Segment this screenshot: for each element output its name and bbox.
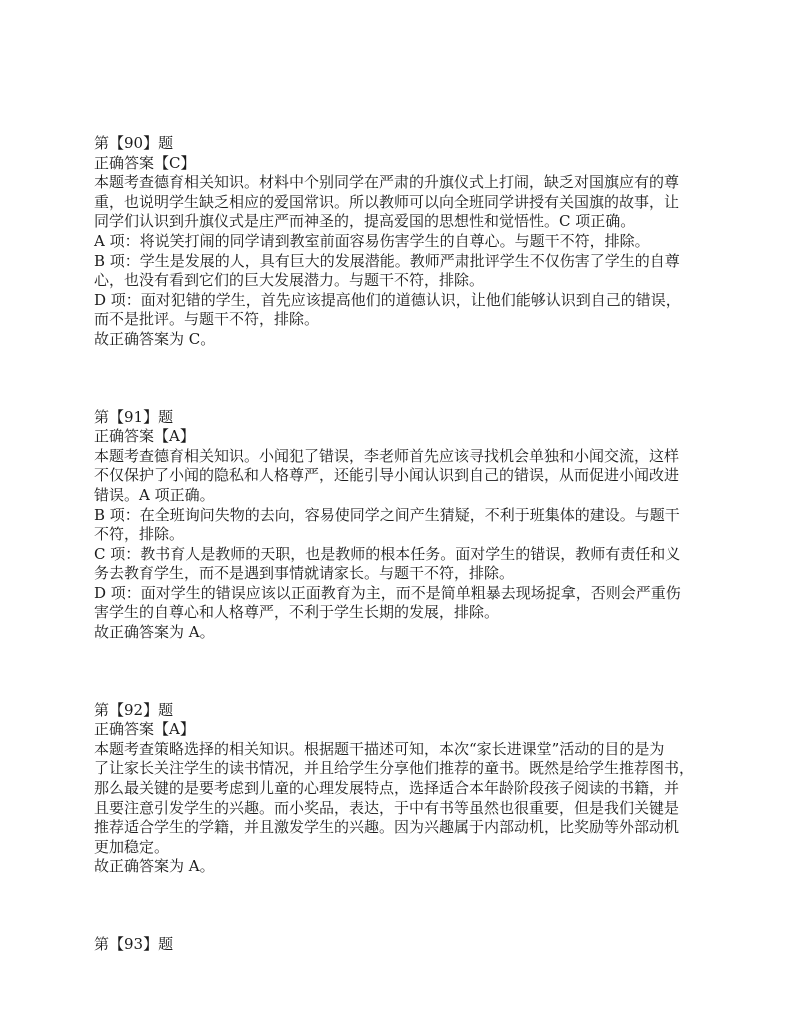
question-title: 第【92】题 xyxy=(94,700,174,719)
document-page xyxy=(94,134,714,955)
option-d-line: 害学生的自尊心和人格尊严，不利于学生长期的发展，排除。 xyxy=(94,603,500,622)
explanation-line: 本题考查德育相关知识。小闻犯了错误，李老师首先应该寻找机会单独和小闻交流，这样 xyxy=(94,446,680,465)
explanation-line: 本题考查策略选择的相关知识。根据题干描述可知，本次“家长进课堂”活动的目的是为 xyxy=(94,739,665,758)
correct-answer: 正确答案【A】 xyxy=(94,427,195,446)
option-b-line: 心，也没有看到它们的巨大发展潜力。与题干不符，排除。 xyxy=(94,271,485,290)
question-92 xyxy=(94,701,714,877)
option-b-line: B 项：在全班询问失物的去向，容易使同学之间产生猜疑，不利于班集体的建设。与题干 xyxy=(94,505,680,524)
question-93 xyxy=(94,935,714,955)
explanation-line: 那么最关键的是要考虑到儿童的心理发展特点，选择适合本年龄阶段孩子阅读的书籍，并 xyxy=(94,779,680,798)
explanation-line: 更加稳定。 xyxy=(94,837,170,856)
final-answer: 故正确答案为 A。 xyxy=(94,857,215,876)
option-c-line: 务去教育学生，而不是遇到事情就请家长。与题干不符，排除。 xyxy=(94,564,515,583)
question-90 xyxy=(94,134,714,350)
option-d-line: D 项：面对学生的错误应该以正面教育为主，而不是简单粗暴去现场捉拿，否则会严重伤 xyxy=(94,583,681,602)
explanation-line: 不仅保护了小闻的隐私和人格尊严，还能引导小闻认识到自己的错误，从而促进小闻改进 xyxy=(94,466,680,485)
explanation-line: 重，也说明学生缺乏相应的爱国常识。所以教师可以向全班同学讲授有关国旗的故事，让 xyxy=(94,192,680,211)
final-answer: 故正确答案为 C。 xyxy=(94,329,216,348)
question-title: 第【90】题 xyxy=(94,134,174,152)
option-a-line: A 项：将说笑打闹的同学请到教室前面容易伤害学生的自尊心。与题干不符，排除。 xyxy=(94,231,650,250)
option-d-line: D 项：面对犯错的学生，首先应该提高他们的道德认识，让他们能够认识到自己的错误， xyxy=(94,290,681,309)
option-d-line: 而不是批评。与题干不符，排除。 xyxy=(94,310,320,329)
question-91 xyxy=(94,408,714,643)
option-b-line: B 项：学生是发展的人，具有巨大的发展潜能。教师严肃批评学生不仅伤害了学生的自尊 xyxy=(94,251,680,270)
explanation-line: 错误。A 项正确。 xyxy=(94,485,215,504)
explanation-line: 本题考查德育相关知识。材料中个别同学在严肃的升旗仪式上打闹，缺乏对国旗应有的尊 xyxy=(94,173,680,192)
correct-answer: 正确答案【C】 xyxy=(94,153,196,172)
option-b-line: 不符，排除。 xyxy=(94,525,185,544)
explanation-line: 了让家长关注学生的读书情况，并且给学生分享他们推荐的童书。既然是给学生推荐图书， xyxy=(94,759,695,778)
final-answer: 故正确答案为 A。 xyxy=(94,623,215,642)
question-title: 第【93】题 xyxy=(94,935,174,953)
explanation-line: 且要注意引发学生的兴趣。而小奖品，表达，于中有书等虽然也很重要，但是我们关键是 xyxy=(94,798,680,817)
correct-answer: 正确答案【A】 xyxy=(94,720,195,739)
explanation-line: 推荐适合学生的学籍，并且激发学生的兴趣。因为兴趣属于内部动机，比奖励等外部动机 xyxy=(94,818,680,837)
question-title: 第【91】题 xyxy=(94,407,174,426)
option-c-line: C 项：教书育人是教师的天职，也是教师的根本任务。面对学生的错误，教师有责任和义 xyxy=(94,544,681,563)
explanation-line: 同学们认识到升旗仪式是庄严而神圣的，提高爱国的思想性和觉悟性。C 项正确。 xyxy=(94,212,636,231)
